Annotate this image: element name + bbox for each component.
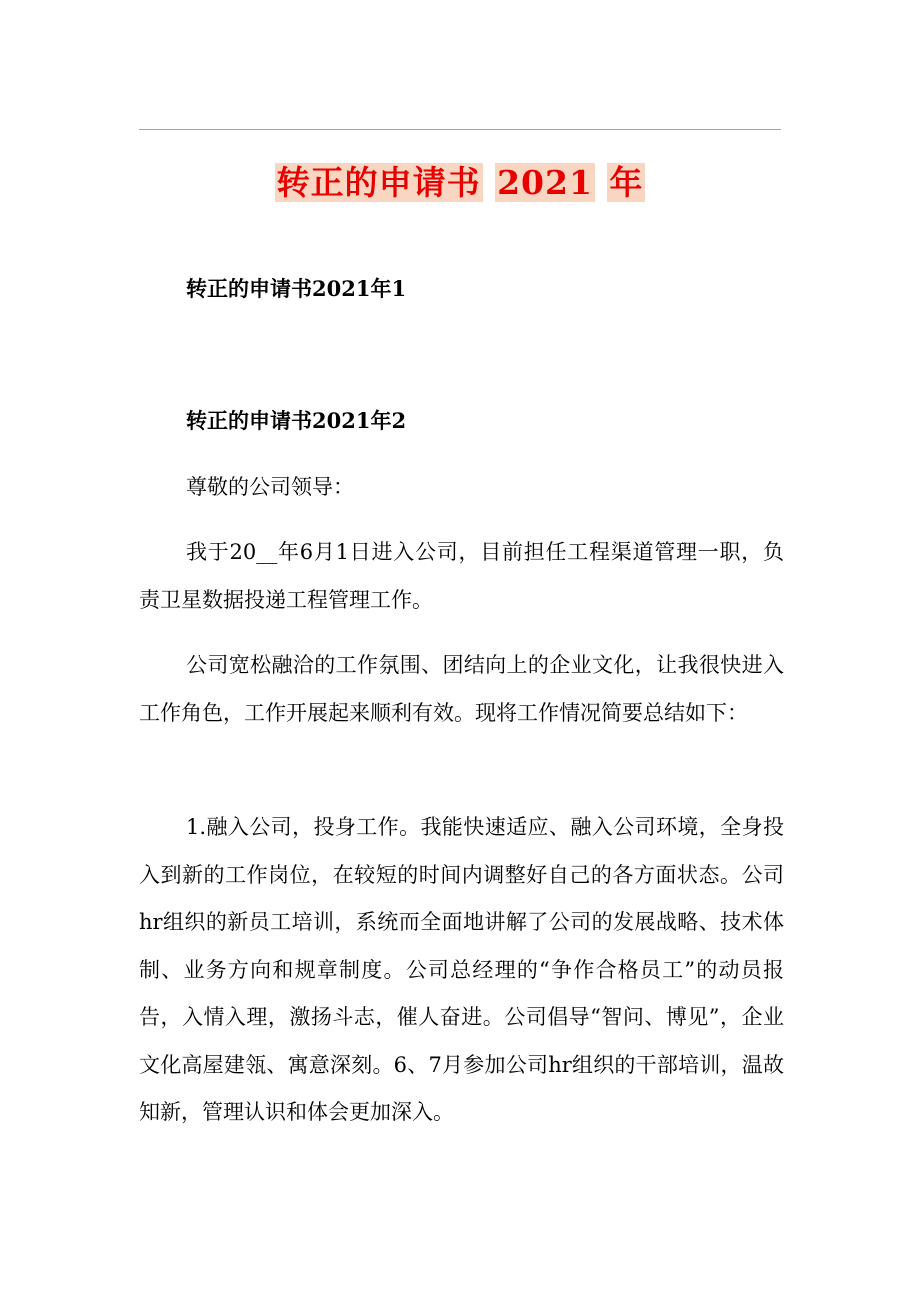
paragraph-2: 公司宽松融洽的工作氛围、团结向上的企业文化，让我很快进入工作角色，工作开展起来顺利有效。现将工作情况简要总结如下：: [139, 653, 784, 725]
header-rule: [139, 129, 781, 130]
title-highlight-3: 年: [609, 163, 644, 202]
section-heading-1: 转正的申请书2021年1: [186, 276, 407, 301]
paragraph-3: 1.融入公司，投身工作。我能快速适应、融入公司环境，全身投入到新的工作岗位，在较短的时间内调整好自己的各方面状态。公司hr组织的新员工培训，系统而全面地讲解了公司的发展战略、技术体制、业务方向和规章制度。公司总经理的“争作合格员工”的动员报告，入情入理，激扬斗志，催人奋进。公司倡导“智问、博见”，企业文化高屋建瓴、寓意深刻。6、7月参加公司hr组织的干部培训，温故知新，管理认识和体会更加深入。: [139, 815, 784, 1124]
section-heading-2: 转正的申请书2021年2: [186, 408, 407, 433]
document-title: [0, 160, 920, 206]
title-highlight-2: 2021: [497, 163, 593, 202]
paragraph-1: 我于20__年6月1日进入公司，目前担任工程渠道管理一职，负责卫星数据投递工程管理工作。: [139, 540, 784, 612]
title-highlight-1: 转正的申请书: [276, 163, 481, 202]
salutation: 尊敬的公司领导：: [186, 475, 354, 499]
